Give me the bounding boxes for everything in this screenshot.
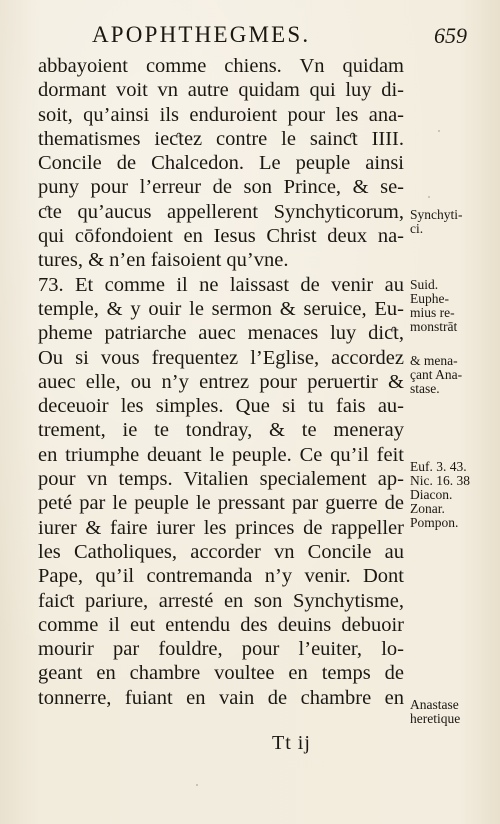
margin-note-line: Diacon. xyxy=(410,487,453,502)
paper-speck xyxy=(438,130,440,132)
margin-note-line: Nic. 16. 38 xyxy=(410,473,470,488)
running-head: APOPHTHEGMES. xyxy=(92,22,311,47)
text-line: mourir par fouldre, pour l’euiter, lo- xyxy=(38,638,404,661)
text-line: puny pour l’erreur de son Prince, & se- xyxy=(38,176,404,199)
margin-note-line: Pompon. xyxy=(410,515,459,530)
margin-note-line: Zonar. xyxy=(410,501,445,516)
margin-note-line: monstrāt xyxy=(410,319,458,334)
text-line: thematismes ieƈtez contre le sainƈt IIII. xyxy=(38,127,404,150)
text-line: 73. Et comme il ne laissast de venir au xyxy=(38,273,404,296)
text-line: peté par le peuple le pressant par guerre de xyxy=(38,492,404,515)
text-line: soit, qu’ainsi ils enduroient pour les ana- xyxy=(38,103,404,126)
text-line: abbayoient comme chiens. Vn quidam xyxy=(38,55,404,77)
text-line: les Catholiques, accorder vn Concile au xyxy=(38,540,404,563)
margin-note-suidas xyxy=(410,278,494,334)
margin-note-line: stase. xyxy=(410,381,440,396)
text-line: faiƈt pariure, arresté en son Synchytisme, xyxy=(38,589,404,612)
margin-note-line: mius re- xyxy=(410,305,455,320)
text-line: iurer & faire iurer les princes de rappeller xyxy=(38,516,404,539)
page-number: 659 xyxy=(434,23,467,48)
paper-speck xyxy=(428,196,430,198)
margin-note-line: & mena- xyxy=(410,353,458,368)
margin-note-line: ci. xyxy=(410,221,424,236)
text-line: tures, & n’en faisoient qu’vne. xyxy=(38,249,289,272)
text-line: en triumphe deuant le peuple. Ce qu’il feit xyxy=(38,443,404,466)
margin-note-line: heretique xyxy=(410,711,461,726)
margin-note-line: Anastase xyxy=(410,697,459,712)
text-line: dormant voit vn autre quidam qui luy di- xyxy=(38,79,404,102)
main-text-block xyxy=(38,54,404,710)
text-line: Concile de Chalcedon. Le peuple ainsi xyxy=(38,152,404,175)
text-line: tonnerre, fuiant en vain de chambre en xyxy=(38,686,404,709)
margin-note-sources xyxy=(410,460,494,530)
margin-note-menacant xyxy=(410,354,494,396)
text-line: comme il eut entendu des deuins debuoir xyxy=(38,613,404,636)
margin-note-synchytici xyxy=(410,208,494,236)
text-line: auec elle, ou n’y entrez pour peruertir & xyxy=(38,370,404,393)
margin-note-line: Euphe- xyxy=(410,291,449,306)
text-line: pour vn temps. Vitalien specialement ap- xyxy=(38,468,404,491)
text-line: trement, ie te tondray, & te meneray xyxy=(38,419,404,442)
text-line: pheme patriarche auec menaces luy diƈt, xyxy=(38,322,404,345)
margin-note-line: Suid. xyxy=(410,277,439,292)
text-line: ƈte qu’aucus appellerent Synchyticorum, xyxy=(38,200,404,223)
text-line: temple, & y ouir le sermon & seruice, Eu- xyxy=(38,297,404,320)
text-line: Pape, qu’il contremanda n’y venir. Dont xyxy=(38,565,404,588)
text-line: Ou si vous frequentez l’Eglise, accordez xyxy=(38,346,404,369)
paper-speck xyxy=(196,784,198,786)
text-line: deceuoir les simples. Que si tu fais au- xyxy=(38,395,404,418)
signature-mark: Tt ij xyxy=(272,732,311,754)
margin-note-line: Synchyti- xyxy=(410,207,463,222)
text-line: qui cōfondoient en Iesus Christ deux na- xyxy=(38,225,404,248)
text-line: geant en chambre voultee en temps de xyxy=(38,662,404,685)
margin-note-anastase xyxy=(410,698,494,726)
margin-note-line: çant Ana- xyxy=(410,367,463,382)
margin-note-line: Euf. 3. 43. xyxy=(410,459,467,474)
